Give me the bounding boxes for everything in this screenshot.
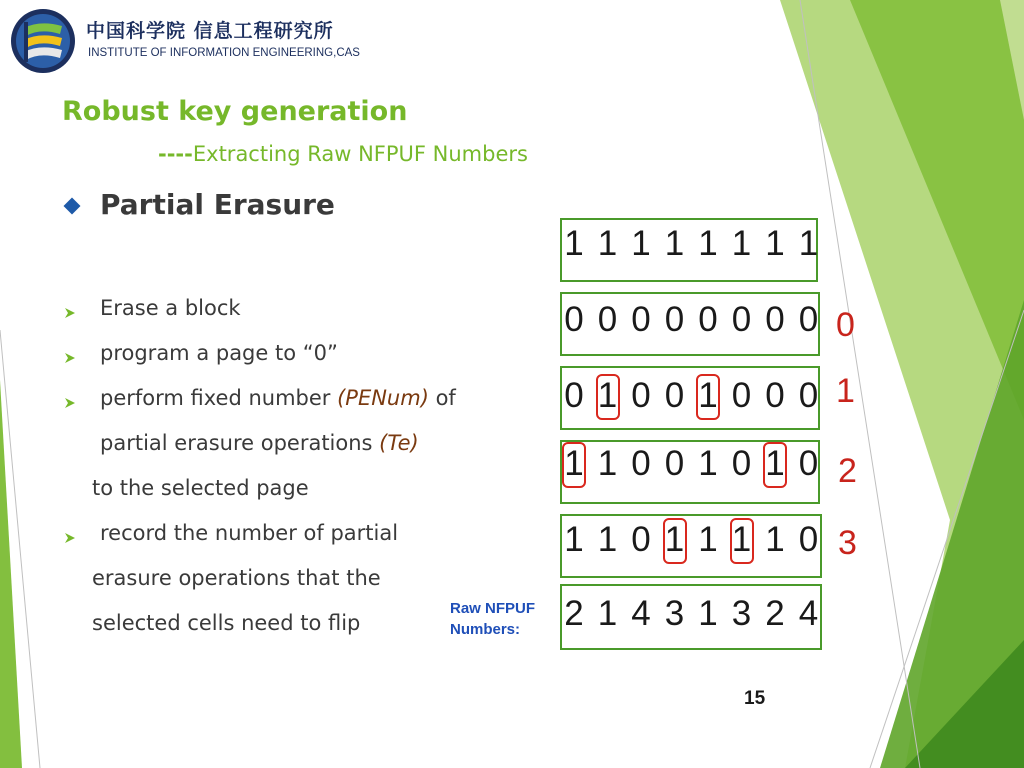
page-number: 15 [744,688,766,709]
bit-cell: 1 [564,224,584,263]
bit-cell: 1 [597,224,618,263]
bit-cell: 0 [798,520,819,559]
bit-row [560,300,830,345]
bullet-perform-erasure-cont [100,431,419,455]
penum-highlight: (PENum) [337,386,429,410]
bullet-text: of [428,386,456,410]
bit-cell: 2 [765,594,785,633]
flipped-cell-marker [696,374,720,420]
bit-cell: 0 [631,444,651,483]
bit-row [560,224,830,269]
bit-cell: 0 [664,444,685,483]
arrow-bullet-icon [64,397,76,409]
flipped-cell-marker [562,442,586,488]
bit-cell: 4 [798,594,819,633]
bit-cell: 3 [664,594,685,633]
bit-cell: 0 [731,300,752,339]
flipped-cell-marker [730,518,754,564]
bit-cell: 0 [765,300,785,339]
bit-cell: 1 [597,594,618,633]
bullet-record-number-cont1: erasure operations that the [92,566,381,590]
flipped-cell-marker [763,442,787,488]
bit-cell: 1 [765,444,785,483]
bit-cell: 0 [731,444,752,483]
bit-row [560,444,830,489]
bit-cell: 0 [798,376,819,415]
bit-cell: 1 [564,520,584,559]
bit-cell: 0 [631,300,651,339]
bit-cell: 1 [597,520,618,559]
slide-title: Robust key generation [62,96,408,127]
bullet-perform-erasure [100,386,456,410]
institute-name-en: INSTITUTE OF INFORMATION ENGINEERING,CAS [88,47,360,59]
bit-cell: 0 [798,300,819,339]
cas-logo-icon [10,8,76,74]
raw-label-line1: Raw NFPUF [450,600,536,617]
bit-cell: 1 [798,224,819,263]
bit-cell: 4 [631,594,651,633]
bit-cell: 0 [631,520,651,559]
bullet-record-number: record the number of partial [100,521,399,545]
raw-label-line2: Numbers: [450,621,521,638]
bit-row [560,376,830,421]
bit-cell: 0 [664,376,685,415]
bit-cell: 0 [664,300,685,339]
bullet-text: partial erasure operations [100,431,380,455]
arrow-bullet-icon [64,307,76,319]
section-heading: Partial Erasure [100,188,335,221]
bit-cell: 1 [698,444,718,483]
bullet-program-page: program a page to “0” [100,341,338,365]
bit-cell: 1 [698,594,718,633]
bit-cell: 0 [731,376,752,415]
operation-count-label: 2 [838,452,857,490]
bit-cell: 1 [631,224,651,263]
operation-count-label: 3 [838,524,857,562]
bit-cell: 1 [664,224,685,263]
bit-cell: 0 [698,300,718,339]
bit-cell: 1 [597,444,618,483]
operation-count-label: 0 [836,306,855,344]
bit-row [560,594,830,639]
bullet-perform-erasure-cont2: to the selected page [92,476,309,500]
bit-cell: 1 [765,224,785,263]
bit-cell: 1 [731,520,752,559]
subtitle-dashes: ---- [158,142,193,166]
te-highlight: (Te) [379,431,419,455]
subtitle-text: Extracting Raw NFPUF Numbers [192,142,528,166]
bullet-erase-block: Erase a block [100,296,241,320]
slide-subtitle [158,142,528,166]
bit-cell: 1 [698,376,718,415]
bit-row [560,520,830,565]
bit-cell: 1 [731,224,752,263]
bit-cell: 1 [698,224,718,263]
bit-cell: 1 [664,520,685,559]
bullet-text: perform fixed number [100,386,338,410]
bit-cell: 3 [731,594,752,633]
bit-cell: 0 [564,300,584,339]
bit-cell: 1 [597,376,618,415]
arrow-bullet-icon [64,352,76,364]
bit-cell: 1 [698,520,718,559]
raw-nfpuf-label [450,598,535,640]
institute-name-cn: 中国科学院 信息工程研究所 [86,20,334,42]
bullet-record-number-cont2: selected cells need to flip [92,611,361,635]
bit-cell: 0 [631,376,651,415]
flipped-cell-marker [663,518,687,564]
bit-cell: 1 [564,444,584,483]
flipped-cell-marker [596,374,620,420]
bit-cell: 1 [765,520,785,559]
bit-cell: 2 [564,594,584,633]
bit-cell: 0 [597,300,618,339]
bit-cell: 0 [798,444,819,483]
bit-cell: 0 [564,376,584,415]
bit-cell: 0 [765,376,785,415]
operation-count-label: 1 [836,372,855,410]
arrow-bullet-icon [64,532,76,544]
